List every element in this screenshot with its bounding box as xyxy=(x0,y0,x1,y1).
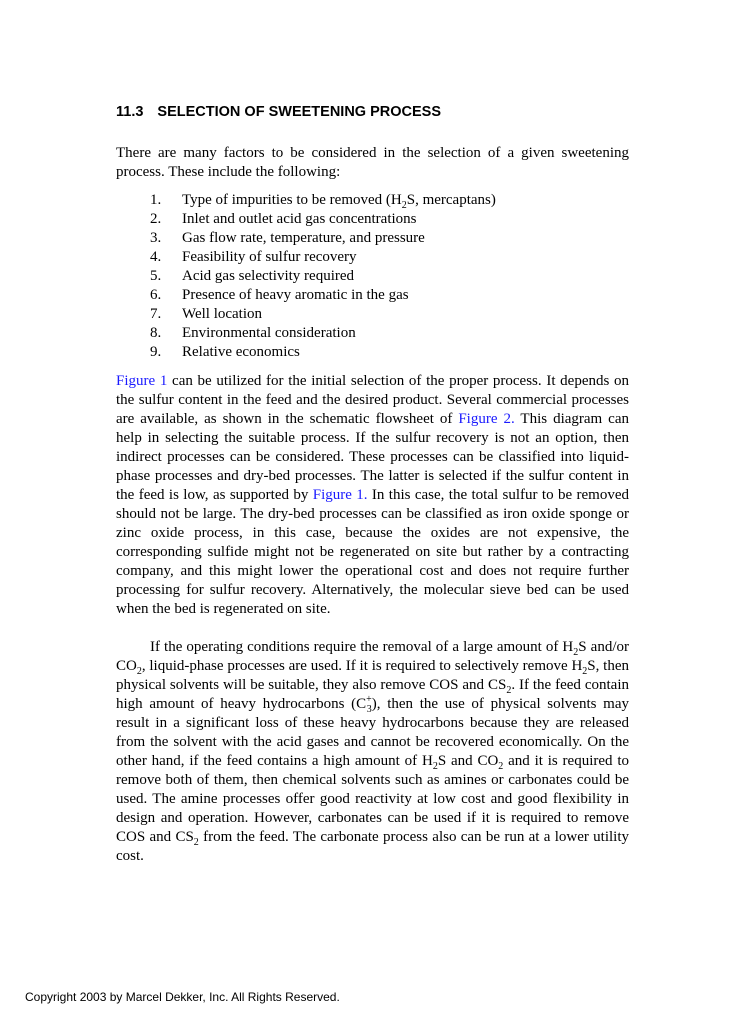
factor-list xyxy=(150,191,496,362)
body-paragraph-1: Figure 1 can be utilized for the initial selection of the proper process. It depends on the sulfur content in the feed and the desired product. Several commercial processes are available, as shown in the schematic flowsheet of Figure 2. This diagram can help in selecting the suitable process. If the sulfur recovery is not an option, then indirect processes can be considered. These processes can be classified into liquid-phase processes and dry-bed processes. The latter is selected if the sulfur content in the feed is low, as supported by Figure 1. In this case, the total sulfur to be removed should not be large. The dry-bed processes can be classified as iron oxide sponge or zinc oxide process, in this case, because the oxides are not expensive, the corresponding sulfide might not be regenerated on site but rather by a contracting company, and this might lower the operational cost and does not require further processing for sulfur recovery. Alternatively, the molecular sieve bed can be used when the bed is regenerated on site. xyxy=(116,373,629,617)
figure-1-link-2[interactable]: Figure 1. xyxy=(312,487,368,503)
section-title: SELECTION OF SWEETENING PROCESS xyxy=(157,104,442,120)
body-paragraph-2: If the operating conditions require the removal of a large amount of $H_2S$ and/or $CO_2$, liquid-phase processes are used. If it is required to selectively remove $H_2S$, then physical solvents will be suitable, they also remove COS and $CS_2$. If the feed contain high amount of heavy hydrocarbons $(C^+_3)$, then the use of physical solvents may result in a significant loss of these heavy hydrocarbons because they are released from the solvent with the acid gases and cannot be recovered economically. On the other hand, if the feed contains a high amount of $H_2S$ and $CO_2$ and it is required to remove both of them, then chemical solvents such as amines or carbonates could be used. The amine processes offer good reactivity at low cost and good flexibility in design and operation. However, carbonates can be used if it is required to remove COS and $CS_2$ from the feed. The carbonate process also can be run at a lower utility cost. xyxy=(116,639,629,864)
list-item: 6. Presence of heavy aromatic in the gas xyxy=(150,287,409,303)
list-item: 7. Well location xyxy=(150,306,263,322)
list-item: 4. Feasibility of sulfur recovery xyxy=(150,249,357,265)
list-item: 2. Inlet and outlet acid gas concentrations xyxy=(150,211,417,227)
list-item: 9. Relative economics xyxy=(150,344,300,360)
section-heading xyxy=(116,104,441,120)
intro-paragraph: There are many factors to be considered in the selection of a given sweetening process. These include the following: xyxy=(116,145,629,180)
section-number: 11.3 xyxy=(116,104,144,120)
copyright-footer: Copyright 2003 by Marcel Dekker, Inc. All Rights Reserved. xyxy=(25,990,340,1004)
list-item: 3. Gas flow rate, temperature, and pressure xyxy=(150,230,425,246)
figure-1-link[interactable]: Figure 1 xyxy=(116,373,168,389)
figure-2-link[interactable]: Figure 2. xyxy=(458,411,515,427)
list-item: 8. Environmental consideration xyxy=(150,325,356,341)
list-item: 1. Type of impurities to be removed ($H_2S$, mercaptans) xyxy=(150,192,496,211)
list-item: 5. Acid gas selectivity required xyxy=(150,268,355,284)
